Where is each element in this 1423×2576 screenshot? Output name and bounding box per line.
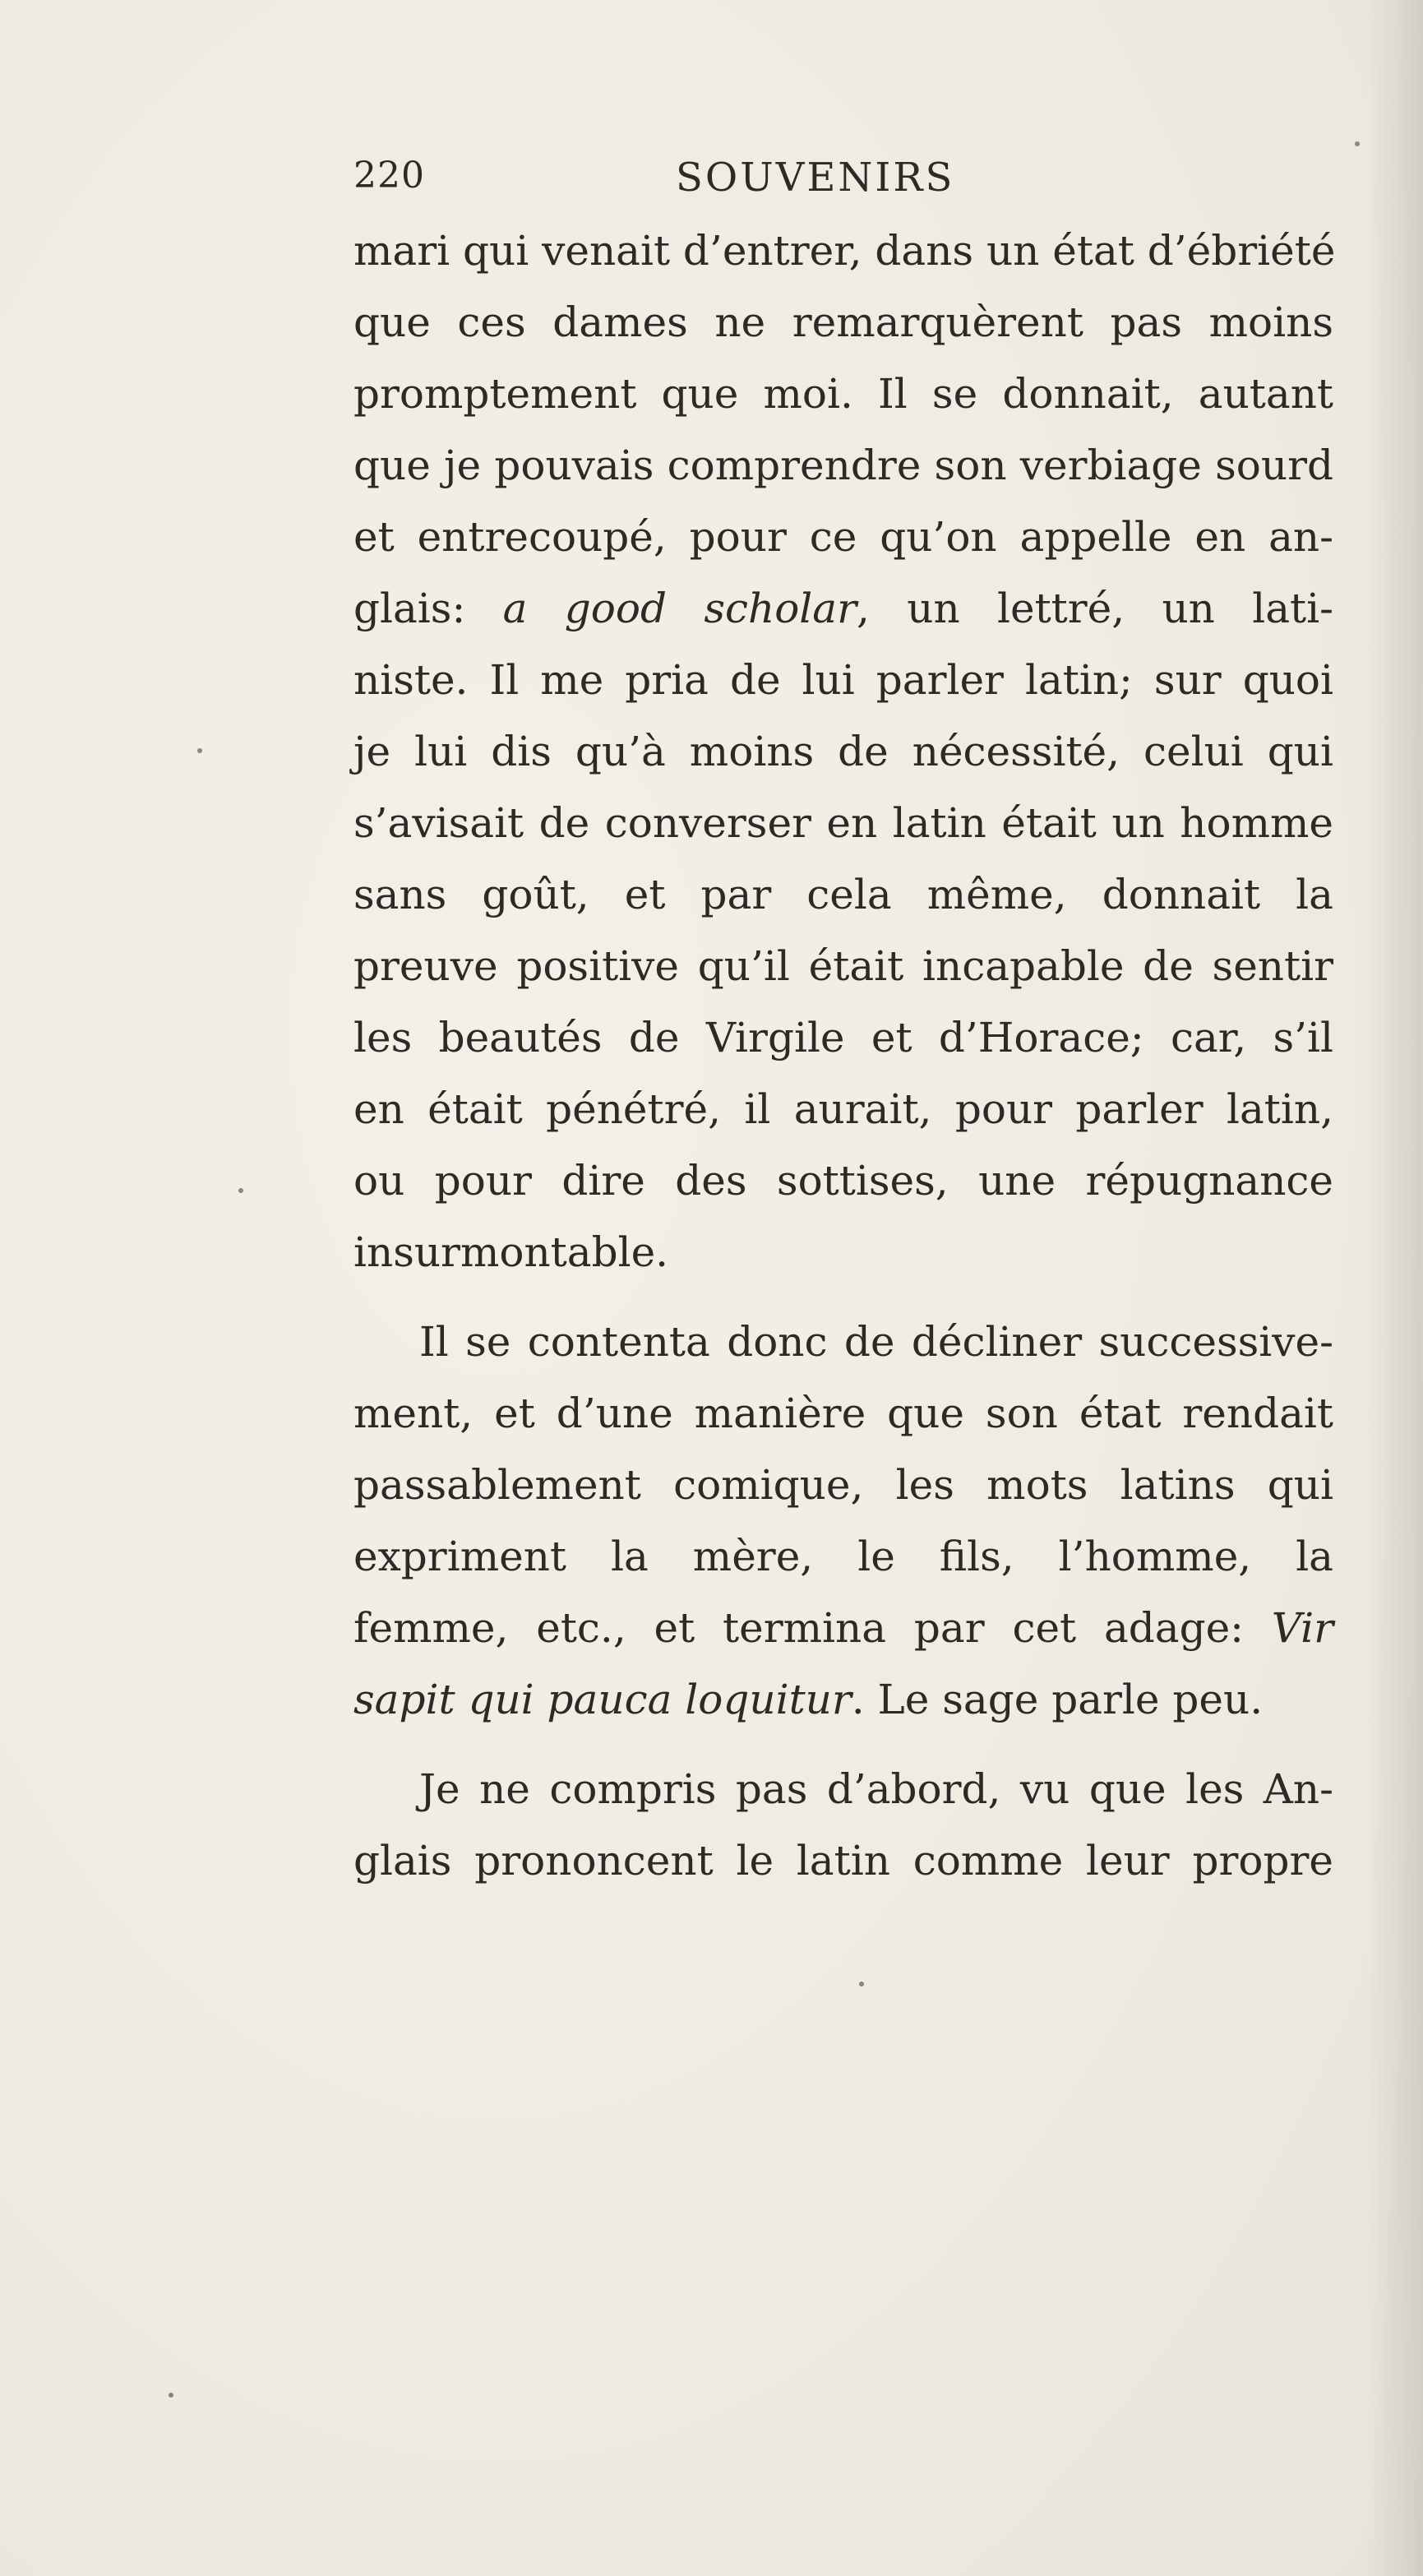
text-line: les beautés de Virgile et d’Horace; car, s’il [353, 1014, 1333, 1061]
running-head: SOUVENIRS [676, 155, 955, 201]
text-line: et entrecoupé, pour ce qu’on appelle en an- [353, 513, 1333, 561]
text-line: expriment la mère, le fils, l’homme, la [353, 1533, 1333, 1580]
italic-phrase: Vir [1271, 1604, 1333, 1652]
page-number: 220 [353, 155, 425, 197]
paper-speck [197, 748, 202, 753]
text-line: ment, et d’une manière que son état rendait [353, 1390, 1333, 1437]
text-line: sans goût, et par cela même, donnait la [353, 871, 1333, 918]
text-line: preuve positive qu’il était incapable de sentir [353, 942, 1333, 990]
text-line: s’avisait de converser en latin était un homme [353, 799, 1333, 847]
text-line: que ces dames ne remarquèrent pas moins [353, 298, 1333, 346]
text-line: niste. Il me pria de lui parler latin; sur quoi [353, 656, 1333, 704]
paper-speck [238, 1188, 243, 1193]
text-run: . Le sage parle peu. [851, 1676, 1264, 1723]
italic-phrase: a good scholar [502, 585, 857, 632]
text-run: femme, etc., et termina par cet adage: [353, 1604, 1272, 1652]
paper-speck [859, 1982, 864, 1986]
page-edge-shadow [1365, 0, 1423, 2576]
paper-speck [169, 2393, 173, 2398]
text-line: je lui dis qu’à moins de nécessité, celui qui [353, 728, 1333, 775]
page-header [353, 155, 1176, 212]
text-line [353, 573, 1333, 645]
body-text [353, 215, 1336, 1897]
italic-phrase: sapit qui pauca loquitur [353, 1676, 852, 1723]
text-line: glais prononcent le latin comme leur propre [353, 1837, 1333, 1885]
text-line: ou pour dire des sottises, une répugnance [353, 1157, 1333, 1205]
text-line: mari qui venait d’entrer, dans un état d’ébriété [353, 227, 1336, 275]
text-run: , un lettré, un lati- [857, 585, 1333, 632]
text-line [353, 1664, 1333, 1736]
text-line: insurmontable. [353, 1228, 669, 1276]
text-line: Je ne compris pas d’abord, vu que les An- [419, 1765, 1333, 1813]
text-line [353, 1593, 1333, 1664]
text-line: Il se contenta donc de décliner successive- [419, 1318, 1333, 1366]
text-line: en était pénétré, il aurait, pour parler latin, [353, 1085, 1333, 1133]
text-run: glais: [353, 585, 503, 632]
text-line: que je pouvais comprendre son verbiage sourd [353, 442, 1333, 489]
paper-speck [1355, 141, 1360, 146]
text-line: passablement comique, les mots latins qui [353, 1461, 1333, 1509]
text-line: promptement que moi. Il se donnait, autant [353, 370, 1333, 418]
